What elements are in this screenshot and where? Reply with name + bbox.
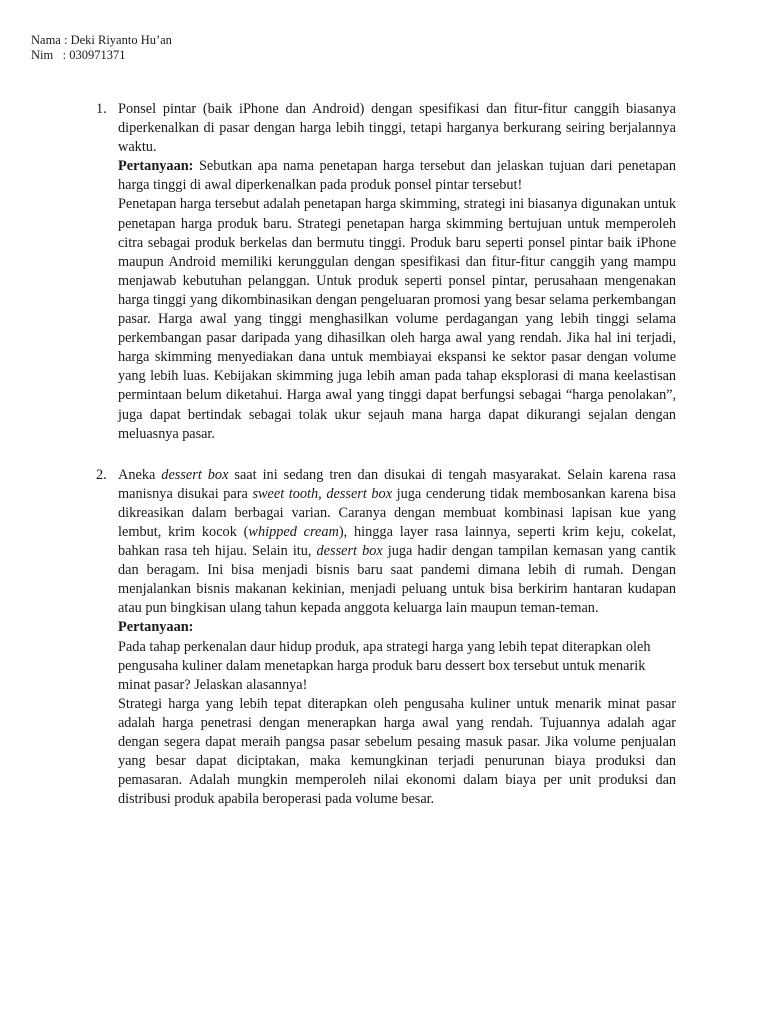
answer-text: Penetapan harga tersebut adalah penetapan harga skimming, strategi ini biasanya digunakan untuk penetapan harga produk baru. Strategi penetapan harga skimming bertujuan untuk memperoleh citra sebagai produk berkelas dan bermutu tinggi. Produk baru seperti ponsel pintar baik iPhone maupun Android memiliki kerunggulan dengan spesifikasi dan fitur-fitur canggih yang mampu menjawab kebutuhan pelanggan. Untuk produk seperti ponsel pintar, perusahaan mengenakan harga tinggi yang dikombinasikan dengan pengeluaran promosi yang besar selama perkembangan pasar. Harga awal yang tinggi menghasilkan volume perdagangan yang lebih tinggi selama perkembangan pasar daripada yang dihasilkan oleh harga awal yang rendah. Jika hal ini terjadi, harga skimming menyediakan dana untuk membiayai ekspansi ke sektor pasar dengan volume yang lebih luas. Kebijakan skimming juga lebih aman pada tahap eksplorasi di mana keelastisan permintaan belum diketahui. Harga awal yang tinggi dapat berfungsi sebagai “harga penolakan”, juga dapat bertindak sebagai tolak ukur sejauh mana harga dapat dikurangi sejalan dengan meluasnya pasar. xyxy=(118,196,676,442)
question-label: Pertanyaan: xyxy=(118,158,194,175)
intro-text: juga cenderung tidak membosankan karena bisa dikreasikan dalam berbagai varian. Caranya dengan membuat kombinasi lapisan kue yang lembut, krim kocok ( xyxy=(118,485,676,540)
student-name-text: Nama : Deki Riyanto Hu’an xyxy=(31,33,172,47)
question-number: 2. xyxy=(96,466,107,483)
question-item-1 xyxy=(96,100,676,444)
question-text: Pada tahap perkenalan daur hidup produk, apa strategi harga yang lebih tepat diterapkan oleh pengusaha kuliner dalam menetapkan harga produk baru dessert box tersebut untuk menarik minat pasar? Jelaskan alasannya! xyxy=(118,638,651,693)
intro-italic-term: sweet tooth, dessert box xyxy=(252,485,393,502)
question-number: 1. xyxy=(96,101,107,117)
intro-text: ), hingga layer rasa lainnya, seperti krim keju, cokelat, bahkan rasa teh hijau. Selain itu, xyxy=(118,523,676,560)
intro-text: Aneka xyxy=(118,466,162,483)
intro-italic-term: whipped cream xyxy=(248,523,339,540)
question-label: Pertanyaan: xyxy=(118,619,194,636)
question-prompt-label xyxy=(118,618,676,637)
question-intro: Ponsel pintar (baik iPhone dan Android) dengan spesifikasi dan fitur-fitur canggih biasanya diperkenalkan di pasar dengan harga lebih tinggi, tetapi harganya berkurang seiring berjalannya waktu. xyxy=(118,101,676,156)
student-name xyxy=(31,33,172,48)
question-item-2 xyxy=(96,466,676,810)
answer-text: Strategi harga yang lebih tepat diterapkan oleh pengusaha kuliner untuk menarik minat pasar adalah harga penetrasi dengan menerapkan harga awal yang rendah. Tujuannya adalah agar dengan segera dapat meraih pangsa pasar sebelum pesaing masuk pasar. Jika volume penjualan yang besar dapat diciptakan, maka kemungkinan terjadi penurunan biaya produksi dan pemasaran. Adalah mungkin memperoleh nilai ekonomi dalam biaya per unit produksi dan distribusi produk apabila beroperasi pada volume besar. xyxy=(118,695,676,808)
intro-text: saat ini sedang tren dan disukai di tengah masyarakat. Selain karena rasa manisnya disukai para xyxy=(118,466,677,502)
intro-italic-term: dessert box xyxy=(161,466,229,483)
question-text: Sebutkan apa nama penetapan harga tersebut dan jelaskan tujuan dari penetapan harga tinggi di awal diperkenalkan pada produk ponsel pintar tersebut! xyxy=(118,158,676,194)
question-prompt xyxy=(118,157,676,195)
question-intro xyxy=(118,466,676,619)
question-list xyxy=(96,100,676,809)
student-nim-text: Nim : 030971371 xyxy=(31,48,126,62)
student-header xyxy=(31,33,172,63)
student-nim xyxy=(31,48,172,63)
intro-text: juga hadir dengan tampilan kemasan yang cantik dan beragam. Ini bisa menjadi bisnis baru saat pandemi dimana lebih di rumah. Dengan menjalankan bisnis makanan kekinian, menjadi peluang untuk bisa berkirim hantaran kudapan atau pun bingkisan ulang tahun kepada anggota keluarga lain maupun teman-teman. xyxy=(118,543,676,617)
intro-italic-term: dessert box xyxy=(316,543,383,560)
